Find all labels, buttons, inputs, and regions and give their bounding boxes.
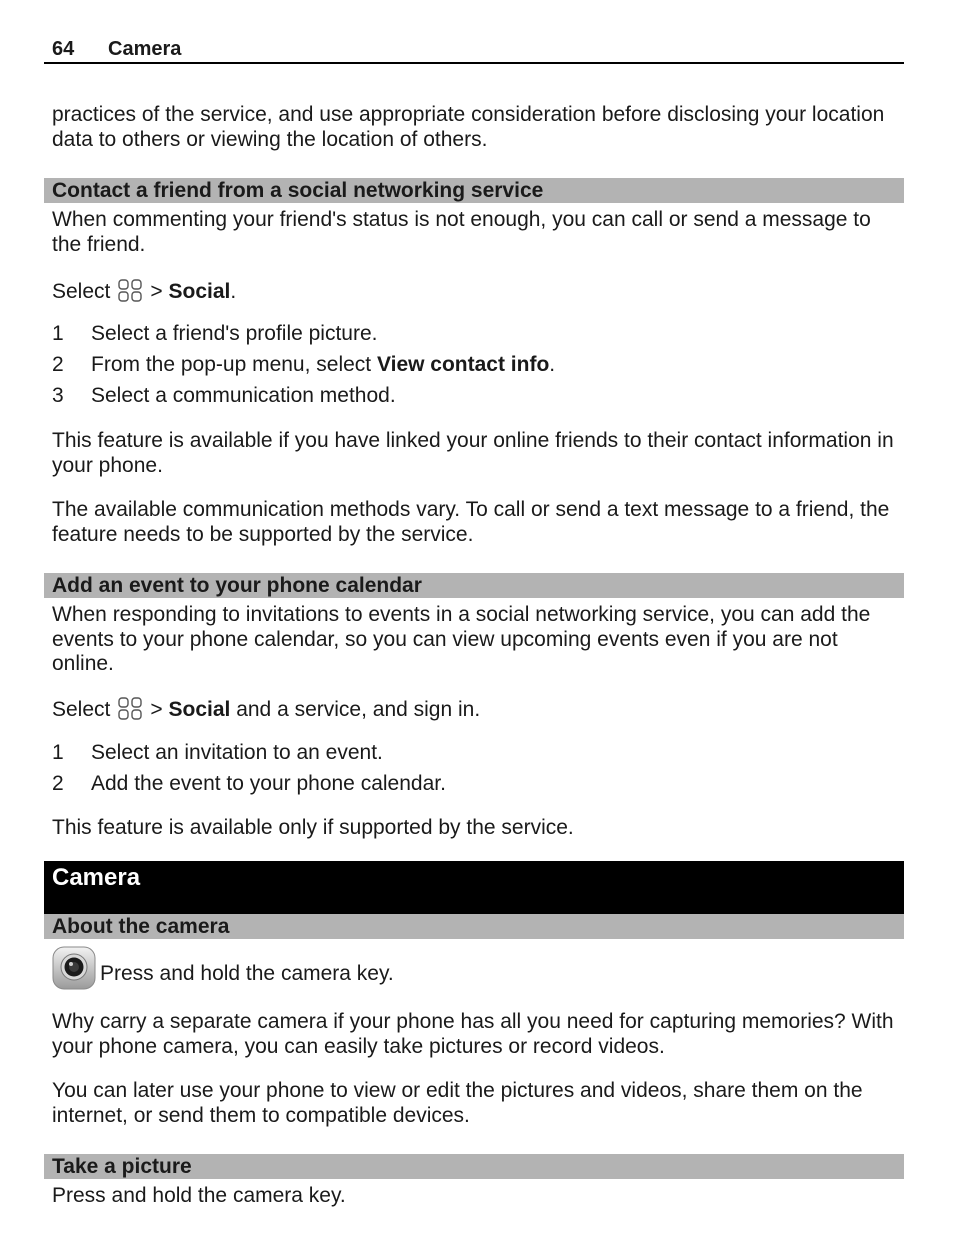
step-text-prefix: From the pop-up menu, select [91, 353, 377, 376]
camera-share-paragraph: You can later use your phone to view or edit the pictures and videos, share them on the internet, or send them to compatible devices. [52, 1079, 863, 1127]
page-number: 64 [52, 38, 75, 60]
select-instruction [52, 278, 902, 305]
select-prefix: Select [52, 698, 111, 721]
step-text: Add the event to your phone calendar. [91, 772, 446, 795]
camera-key-icon [52, 946, 96, 990]
social-menu-item: Social [168, 698, 231, 721]
take-picture-text: Press and hold the camera key. [52, 1184, 346, 1207]
menu-grid-icon [116, 278, 144, 304]
communication-methods-note: The available communication methods vary. To call or send a text message to a friend, the feature needs to be supported by the service. [52, 498, 890, 546]
page-header [44, 36, 904, 64]
step-text-suffix: . [549, 353, 556, 376]
camera-intro-paragraph: Why carry a separate camera if your phone has all you need for capturing memories? With your phone camera, you can easily take pictures or record videos. [52, 1010, 894, 1058]
step-number: 1 [52, 741, 64, 764]
step-text [91, 353, 555, 377]
subheading-contact-friend [44, 178, 904, 203]
subheading-label: About the camera [52, 915, 230, 938]
chapter-heading-camera [44, 861, 904, 914]
select-separator: > [150, 698, 163, 721]
subheading-label: Contact a friend from a social networking service [52, 179, 544, 202]
subheading-label: Add an event to your phone calendar [52, 574, 422, 597]
select-separator: > [150, 280, 163, 303]
running-section-title: Camera [108, 38, 182, 60]
step-text: Select an invitation to an event. [91, 741, 383, 764]
intro-paragraph: practices of the service, and use appropriate consideration before disclosing your location data to others or viewing the location of others. [52, 103, 885, 151]
select-suffix: . [230, 280, 237, 303]
service-support-note: This feature is available only if supported by the service. [52, 816, 574, 839]
step-number: 1 [52, 322, 64, 345]
subheading-add-event [44, 573, 904, 598]
select-instruction [52, 696, 902, 723]
select-prefix: Select [52, 280, 111, 303]
select-suffix: and a service, and sign in. [230, 698, 481, 721]
linked-friends-note: This feature is available if you have linked your online friends to their contact information in your phone. [52, 429, 894, 477]
subheading-label: Take a picture [52, 1155, 192, 1178]
subheading-take-picture [44, 1154, 904, 1179]
contact-friend-paragraph: When commenting your friend's status is not enough, you can call or send a message to the friend. [52, 208, 871, 256]
menu-grid-icon [116, 696, 144, 722]
add-event-paragraph: When responding to invitations to events in a social networking service, you can add the events to your phone calendar, so you can view upcoming events even if you are not online. [52, 603, 871, 675]
view-contact-info-option: View contact info [376, 353, 550, 376]
step-text: Select a friend's profile picture. [91, 322, 378, 345]
step-text: Select a communication method. [91, 384, 396, 407]
chapter-title: Camera [52, 864, 141, 891]
social-menu-item: Social [168, 280, 231, 303]
step-number: 3 [52, 384, 64, 407]
step-number: 2 [52, 772, 64, 795]
press-hold-camera-text: Press and hold the camera key. [100, 962, 394, 985]
subheading-about-camera [44, 914, 904, 939]
step-number: 2 [52, 353, 64, 376]
